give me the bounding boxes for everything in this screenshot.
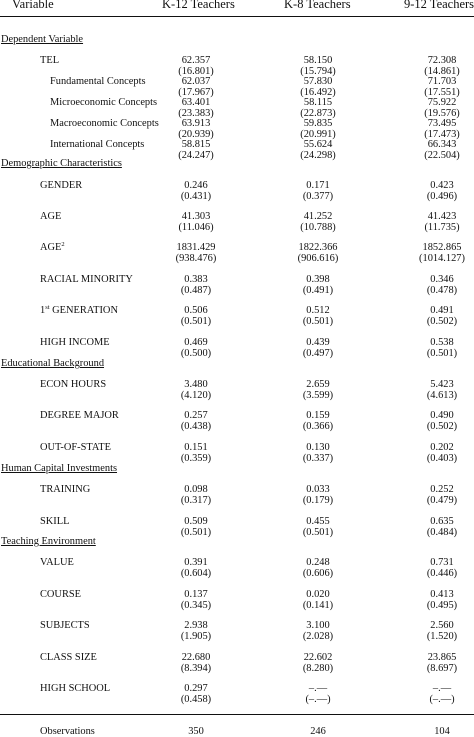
k12-mean: 3.480 [184, 379, 208, 390]
k8-sd: (0.606) [302, 568, 334, 579]
k12-sd: (17.967) [178, 87, 214, 98]
t912-mean: 71.703 [427, 76, 457, 87]
k12-sd: (0.604) [180, 568, 212, 579]
header-variable: Variable [12, 0, 54, 11]
k8-mean: 57.830 [303, 76, 333, 87]
k8-mean: 3.100 [306, 620, 330, 631]
t912-sd: (22.504) [424, 150, 460, 161]
k12-sd: (0.487) [180, 285, 212, 296]
k8-sd: (3.599) [302, 390, 334, 401]
t912-mean: 0.423 [430, 180, 454, 191]
k12-sd: (16.801) [178, 66, 214, 77]
k8-mean: 0.455 [306, 516, 330, 527]
k8-sd: (0.366) [302, 421, 334, 432]
k12-mean: 0.246 [184, 180, 208, 191]
section-human-capital-investments: Human Capital Investments [1, 463, 118, 474]
row-label-macroeconomic-concepts: Macroeconomic Concepts [50, 118, 159, 129]
row-label-value: VALUE [40, 557, 74, 568]
t912-sd: (0.478) [426, 285, 458, 296]
k12-mean: 0.098 [184, 484, 208, 495]
row-label-age-squared [40, 242, 65, 253]
t912-sd: (1014.127) [419, 253, 465, 264]
t912-mean: 0.490 [430, 410, 454, 421]
row-label-fundamental-concepts: Fundamental Concepts [50, 76, 146, 87]
t912-sd: (17.473) [424, 129, 460, 140]
k8-sd: (0.141) [302, 600, 334, 611]
k8-mean: 0.033 [306, 484, 330, 495]
t912-sd: (0.496) [426, 191, 458, 202]
t912-mean: 0.635 [430, 516, 454, 527]
t912-sd: (11.735) [424, 222, 460, 233]
k8-sd: (10.788) [300, 222, 336, 233]
k8-mean: 0.439 [306, 337, 330, 348]
row-label-gender: GENDER [40, 180, 83, 191]
k12-sd: (0.359) [180, 453, 212, 464]
t912-sd: (4.613) [426, 390, 458, 401]
age-squared-text: AGE [40, 242, 62, 253]
k12-sd: (0.317) [180, 495, 212, 506]
k12-mean: 0.257 [184, 410, 208, 421]
k12-mean: 62.357 [181, 55, 211, 66]
t912-mean: 0.731 [430, 557, 454, 568]
k8-mean: –.— [308, 683, 328, 694]
k12-sd: (0.500) [180, 348, 212, 359]
t912-sd: (0.501) [426, 348, 458, 359]
k12-mean: 0.151 [184, 442, 208, 453]
k12-mean: 0.506 [184, 305, 208, 316]
t912-sd: (0.403) [426, 453, 458, 464]
t912-sd: (0.502) [426, 316, 458, 327]
t912-sd: (0.495) [426, 600, 458, 611]
k12-sd: (0.431) [180, 191, 212, 202]
k8-mean: 22.602 [303, 652, 333, 663]
row-label-international-concepts: International Concepts [50, 139, 145, 150]
section-educational-background: Educational Background [1, 358, 105, 369]
k12-mean: 1831.429 [176, 242, 216, 253]
k8-mean: 0.171 [306, 180, 330, 191]
header-9-12-teachers: 9-12 Teachers [404, 0, 474, 11]
row-label-training: TRAINING [40, 484, 91, 495]
t912-mean: 0.252 [430, 484, 454, 495]
k8-sd: (0.179) [302, 495, 334, 506]
k12-sd: (23.383) [178, 108, 214, 119]
k12-sd: (0.458) [180, 694, 212, 705]
k12-mean: 41.303 [181, 211, 211, 222]
k8-sd: (0.497) [302, 348, 334, 359]
k12-sd: (20.939) [178, 129, 214, 140]
k8-mean: 1822.366 [298, 242, 338, 253]
k12-mean: 0.509 [184, 516, 208, 527]
t912-mean: 2.560 [430, 620, 454, 631]
k8-observations: 246 [310, 726, 326, 737]
k8-mean: 59.835 [303, 118, 333, 129]
row-label-degree-major: DEGREE MAJOR [40, 410, 119, 421]
t912-mean: 0.202 [430, 442, 454, 453]
row-label-tel: TEL [40, 55, 60, 66]
first-gen-text: GENERATION [49, 305, 118, 316]
k8-sd: (20.991) [300, 129, 336, 140]
t912-mean: 5.423 [430, 379, 454, 390]
section-teaching-environment: Teaching Environment [1, 536, 96, 547]
t912-sd: (–.—) [429, 694, 455, 705]
k12-sd: (11.046) [178, 222, 214, 233]
k8-mean: 0.398 [306, 274, 330, 285]
row-label-econ-hours: ECON HOURS [40, 379, 107, 390]
k12-sd: (0.438) [180, 421, 212, 432]
row-label-racial-minority: RACIAL MINORITY [40, 274, 133, 285]
row-label-out-of-state: OUT-OF-STATE [40, 442, 111, 453]
section-demographic-characteristics: Demographic Characteristics [1, 158, 122, 169]
t912-mean: 0.538 [430, 337, 454, 348]
k8-mean: 0.130 [306, 442, 330, 453]
k12-sd: (0.501) [180, 527, 212, 538]
k12-observations: 350 [188, 726, 204, 737]
row-label-age: AGE [40, 211, 62, 222]
k12-mean: 22.680 [181, 652, 211, 663]
k8-mean: 41.252 [303, 211, 333, 222]
t912-sd: (0.484) [426, 527, 458, 538]
t912-sd: (14.861) [424, 66, 460, 77]
row-label-class-size: CLASS SIZE [40, 652, 97, 663]
k8-mean: 0.020 [306, 589, 330, 600]
k8-mean: 0.159 [306, 410, 330, 421]
k8-sd: (16.492) [300, 87, 336, 98]
header-rule [0, 16, 474, 17]
row-label-first-generation [40, 305, 118, 316]
row-label-microeconomic-concepts: Microeconomic Concepts [50, 97, 158, 108]
k12-sd: (4.120) [180, 390, 212, 401]
k8-sd: (0.501) [302, 316, 334, 327]
k12-mean: 0.297 [184, 683, 208, 694]
t912-sd: (1.520) [426, 631, 458, 642]
row-label-subjects: SUBJECTS [40, 620, 90, 631]
t912-mean: 75.922 [427, 97, 457, 108]
k8-sd: (15.794) [300, 66, 336, 77]
t912-sd: (8.697) [426, 663, 458, 674]
row-label-high-school: HIGH SCHOOL [40, 683, 111, 694]
k8-mean: 55.624 [303, 139, 333, 150]
k8-sd: (0.337) [302, 453, 334, 464]
k12-mean: 2.938 [184, 620, 208, 631]
k12-sd: (24.247) [178, 150, 214, 161]
t912-mean: 66.343 [427, 139, 457, 150]
superscript: 2 [61, 241, 65, 248]
k8-sd: (0.501) [302, 527, 334, 538]
t912-sd: (17.551) [424, 87, 460, 98]
row-label-observations: Observations [40, 726, 95, 737]
t912-sd: (0.502) [426, 421, 458, 432]
t912-mean: 41.423 [427, 211, 457, 222]
k12-mean: 63.401 [181, 97, 211, 108]
k8-sd: (0.491) [302, 285, 334, 296]
t912-sd: (0.479) [426, 495, 458, 506]
k8-mean: 58.115 [303, 97, 333, 108]
t912-sd: (19.576) [424, 108, 460, 119]
k12-mean: 0.137 [184, 589, 208, 600]
t912-mean: 73.495 [427, 118, 457, 129]
row-label-skill: SKILL [40, 516, 70, 527]
k8-mean: 0.248 [306, 557, 330, 568]
header-k8-teachers: K-8 Teachers [284, 0, 351, 11]
t912-mean: 23.865 [427, 652, 457, 663]
header-k12-teachers: K-12 Teachers [162, 0, 235, 11]
k12-mean: 62.037 [181, 76, 211, 87]
k12-mean: 0.469 [184, 337, 208, 348]
t912-mean: 0.413 [430, 589, 454, 600]
k8-sd: (906.616) [297, 253, 339, 264]
k8-sd: (2.028) [302, 631, 334, 642]
bottom-rule [0, 714, 474, 715]
t912-mean: –.— [432, 683, 452, 694]
k12-sd: (0.345) [180, 600, 212, 611]
k8-sd: (24.298) [300, 150, 336, 161]
section-dependent-variable: Dependent Variable [1, 34, 84, 45]
k8-mean: 0.512 [306, 305, 330, 316]
k8-sd: (0.377) [302, 191, 334, 202]
k8-sd: (–.—) [305, 694, 331, 705]
k12-sd: (8.394) [180, 663, 212, 674]
k8-sd: (22.873) [300, 108, 336, 119]
row-label-high-income: HIGH INCOME [40, 337, 110, 348]
k12-sd: (1.905) [180, 631, 212, 642]
k8-mean: 2.659 [306, 379, 330, 390]
k12-sd: (0.501) [180, 316, 212, 327]
first-gen-number: 1 [40, 305, 46, 316]
k8-mean: 58.150 [303, 55, 333, 66]
k12-sd: (938.476) [175, 253, 217, 264]
k8-sd: (8.280) [302, 663, 334, 674]
k12-mean: 58.815 [181, 139, 211, 150]
k12-mean: 0.391 [184, 557, 208, 568]
t912-mean: 0.491 [430, 305, 454, 316]
t912-observations: 104 [434, 726, 450, 737]
t912-mean: 72.308 [427, 55, 457, 66]
k12-mean: 63.913 [181, 118, 211, 129]
superscript: st [45, 304, 50, 311]
t912-sd: (0.446) [426, 568, 458, 579]
row-label-course: COURSE [40, 589, 81, 600]
k12-mean: 0.383 [184, 274, 208, 285]
t912-mean: 1852.865 [422, 242, 462, 253]
t912-mean: 0.346 [430, 274, 454, 285]
